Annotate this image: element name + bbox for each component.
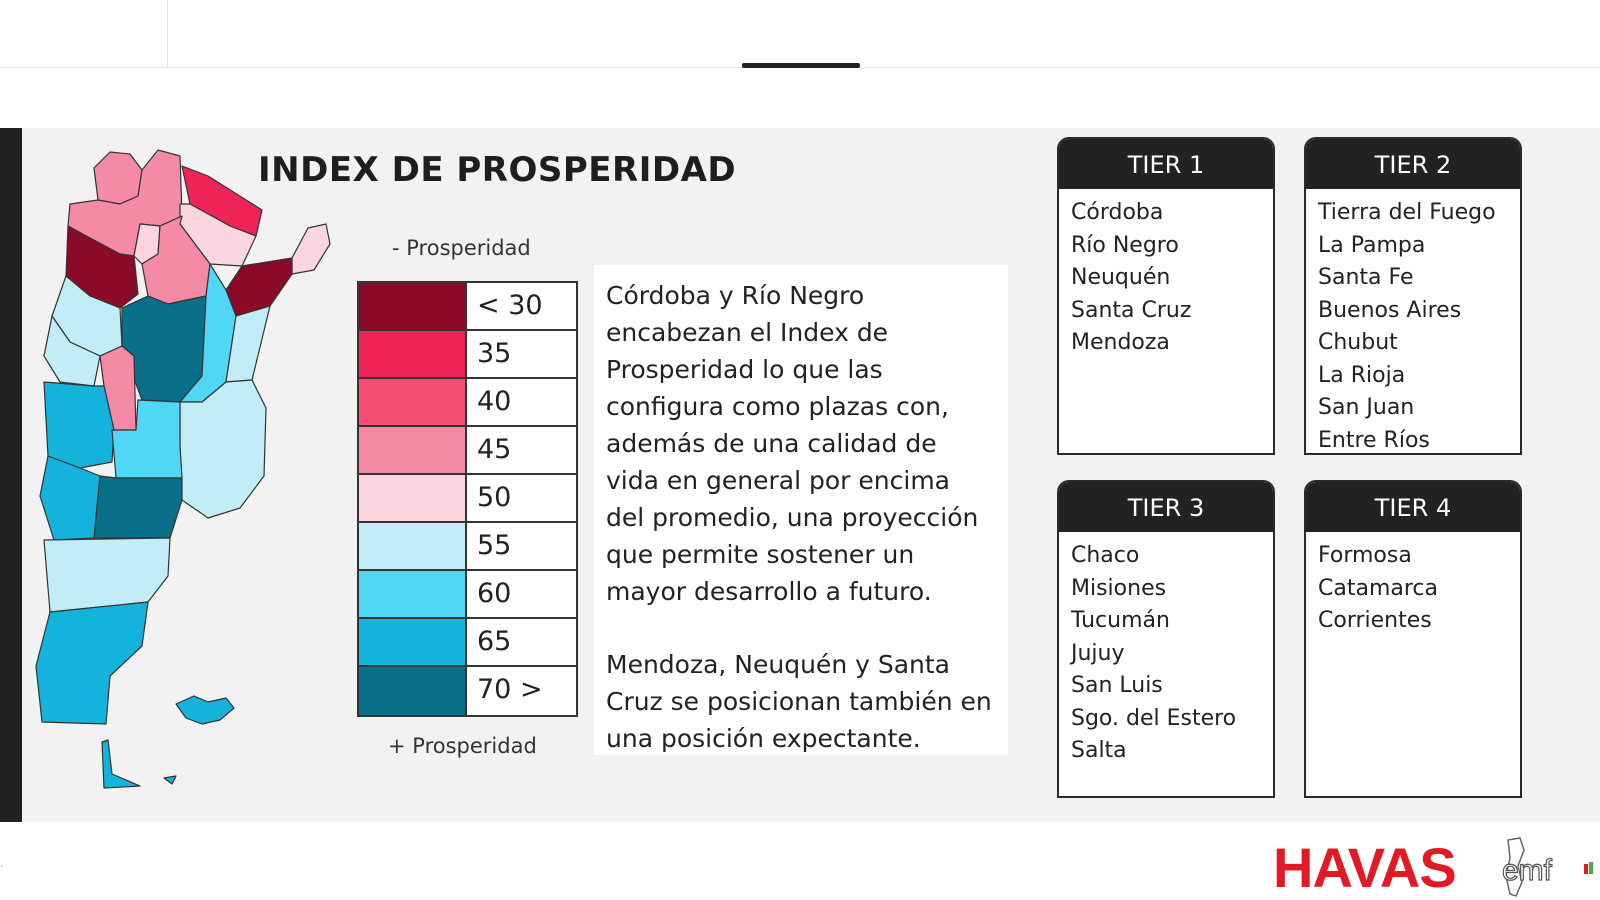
legend-row (359, 475, 576, 523)
list-item: Entre Ríos (1318, 427, 1430, 453)
left-edge-bar (0, 128, 22, 822)
list-item: Neuquén (1071, 265, 1171, 290)
legend-row (359, 619, 576, 667)
list-item: La Pampa (1318, 232, 1426, 258)
description-box (594, 265, 1008, 755)
havas-logo: HAVAS (1273, 836, 1456, 899)
list-item: Catamarca (1318, 575, 1439, 601)
legend-value: 40 (477, 386, 512, 417)
province-tierradelfuego (102, 740, 140, 788)
list-item: Tierra del Fuego (1318, 200, 1496, 225)
legend-row (359, 427, 576, 475)
legend-swatch (359, 667, 467, 715)
list-item: Buenos Aires (1318, 297, 1462, 323)
legend-less-prosperity-label: - Prosperidad (392, 236, 531, 260)
list-item: Jujuy (1071, 640, 1125, 666)
emf-logo-text: emf (1502, 854, 1553, 887)
tier-province-list (1059, 532, 1273, 768)
toolbar-divider (167, 0, 168, 67)
legend-swatch (359, 331, 467, 377)
legend-row (359, 283, 576, 331)
list-item: Sgo. del Estero (1071, 705, 1237, 731)
province-mendoza (44, 382, 114, 468)
legend-value: 50 (477, 482, 512, 513)
legend-value: 35 (477, 338, 512, 369)
tier-title: TIER 4 (1306, 482, 1520, 532)
tier-title: TIER 3 (1059, 482, 1273, 532)
tier-province-list (1059, 189, 1273, 360)
legend-swatch (359, 427, 467, 473)
footer-mark: · (0, 860, 4, 873)
province-corrientes (226, 258, 292, 316)
list-item: Santa Fe (1318, 265, 1414, 290)
slide-title: INDEX DE PROSPERIDAD (258, 150, 737, 190)
legend-swatch (359, 571, 467, 617)
list-item: Corrientes (1318, 608, 1432, 633)
legend-more-prosperity-label: + Prosperidad (388, 734, 537, 758)
prosperity-legend (357, 281, 578, 717)
tier-title: TIER 1 (1059, 139, 1273, 189)
legend-row (359, 571, 576, 619)
province-chubut (44, 538, 170, 612)
tier-2-card (1304, 137, 1522, 455)
description-paragraph-2: Mendoza, Neuquén y Santa Cruz se posicionan también en una posición expectante. (606, 650, 992, 753)
legend-value: 70 > (477, 674, 543, 705)
list-item: Chubut (1318, 330, 1398, 355)
list-item: Córdoba (1071, 200, 1164, 225)
list-item: Misiones (1071, 575, 1167, 601)
tier-title: TIER 2 (1306, 139, 1520, 189)
list-item: Salta (1071, 738, 1127, 763)
tier-province-list (1306, 532, 1520, 638)
province-misiones (292, 224, 330, 274)
islands-small (164, 776, 176, 784)
tier-province-list (1306, 189, 1520, 455)
legend-value: < 30 (477, 290, 543, 321)
tier-1-card (1057, 137, 1275, 455)
description-paragraph-1: Córdoba y Río Negro encabezan el Index de Prosperidad lo que las configura como plazas con, además de una calidad de vida en general por encima del promedio, una proyección que permite sostener un mayor desarrollo a futuro. (606, 281, 979, 606)
legend-row (359, 523, 576, 571)
legend-swatch (359, 379, 467, 425)
legend-row (359, 667, 576, 715)
legend-value: 60 (477, 578, 512, 609)
emf-logo (1498, 836, 1600, 900)
list-item: San Luis (1071, 673, 1163, 698)
slide-canvas (0, 128, 1600, 822)
legend-value: 45 (477, 434, 512, 465)
province-neuquen (40, 456, 100, 540)
argentina-map (30, 146, 350, 816)
legend-value: 65 (477, 626, 512, 657)
list-item: Mendoza (1071, 330, 1170, 355)
tier-4-card (1304, 480, 1522, 798)
list-item: La Rioja (1318, 362, 1406, 388)
province-rionegro (94, 476, 182, 538)
list-item: Tucumán (1071, 608, 1170, 633)
legend-row (359, 379, 576, 427)
legend-swatch (359, 619, 467, 665)
legend-row (359, 331, 576, 379)
legend-value: 55 (477, 530, 512, 561)
islands-malvinas (176, 696, 234, 724)
province-jujuy (94, 152, 142, 204)
legend-swatch (359, 283, 467, 329)
active-slide-indicator[interactable] (742, 63, 860, 68)
list-item: Formosa (1318, 543, 1412, 568)
legend-swatch (359, 523, 467, 569)
list-item: Santa Cruz (1071, 297, 1192, 323)
top-toolbar (0, 0, 1600, 68)
province-santacruz (36, 602, 148, 724)
tier-3-card (1057, 480, 1275, 798)
list-item: Chaco (1071, 543, 1140, 568)
list-item: San Juan (1318, 395, 1415, 420)
list-item: Río Negro (1071, 232, 1179, 258)
legend-swatch (359, 475, 467, 521)
